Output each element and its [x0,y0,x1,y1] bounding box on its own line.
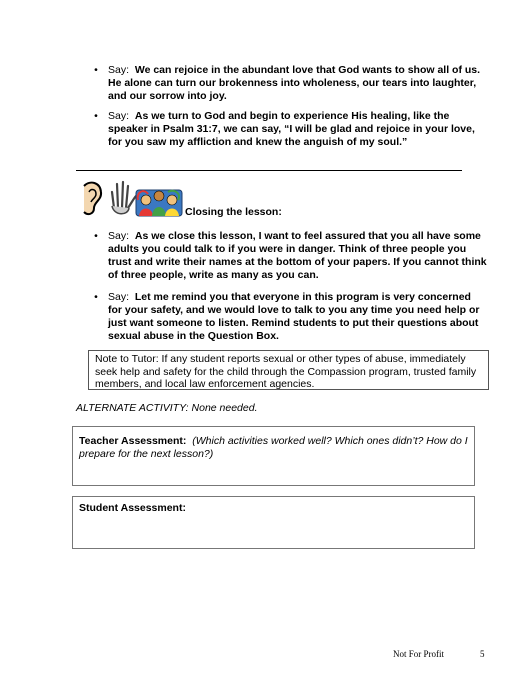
teacher-assessment-box[interactable] [72,426,475,486]
bullet-dot: • [94,291,98,303]
say-content: As we turn to God and begin to experience His healing, like the speaker in Psalm 31:7, we can say, “I will be glad and rejoice in your love, for you saw my affliction and knew the anguish of my soul.” [108,110,475,148]
bullet-text [108,64,487,103]
say-label: Say: [108,230,130,242]
say-content: Let me remind you that everyone in this program is very concerned for your safety, and we would love to talk to you any time you need help or just want someone to listen. Remind students to put their questions about sexual abuse in the Question Box. [108,291,480,342]
student-assessment-box[interactable] [72,496,475,549]
section-divider [76,170,462,171]
ear-icon [84,183,101,214]
teacher-assessment-prompt: (Which activities worked well? Which ones didn’t? How do I prepare for the next lesson?) [79,435,468,460]
bullet-text [108,230,487,282]
bullet-dot: • [94,230,98,242]
footer-text: Not For Profit [393,649,445,659]
closing-heading: Closing the lesson: [185,206,282,218]
bullet-text [108,110,487,149]
bullet-dot: • [94,64,98,76]
hand-icon [112,182,136,214]
tutor-note-text: Note to Tutor: If any student reports sexual or other types of abuse, immediately seek help and safety for the child through the Compassion program, trusted family members, and local law enforcement agencies. [95,353,477,390]
tutor-note-box [88,350,489,390]
group-of-people-icon [136,190,182,216]
say-label: Say: [108,110,130,122]
say-content: As we close this lesson, I want to feel assured that you all have some adults you could talk to if you were in danger. Think of three people you trust and write their names at the bottom of your papers. If you cannot think of three people, write as many as you can. [108,230,487,281]
bullet-text [108,291,487,343]
closing-icons [76,178,184,220]
page-number: 5 [480,649,485,659]
student-assessment-label: Student Assessment: [79,502,186,514]
alternate-activity: ALTERNATE ACTIVITY: None needed. [76,402,258,414]
teacher-assessment-label: Teacher Assessment: [79,435,187,447]
say-content: We can rejoice in the abundant love that God wants to show all of us. He alone can turn our brokenness into wholeness, our tears into laughter, and our sorrow into joy. [108,64,481,102]
say-label: Say: [108,291,130,303]
say-label: Say: [108,64,130,76]
bullet-dot: • [94,110,98,122]
